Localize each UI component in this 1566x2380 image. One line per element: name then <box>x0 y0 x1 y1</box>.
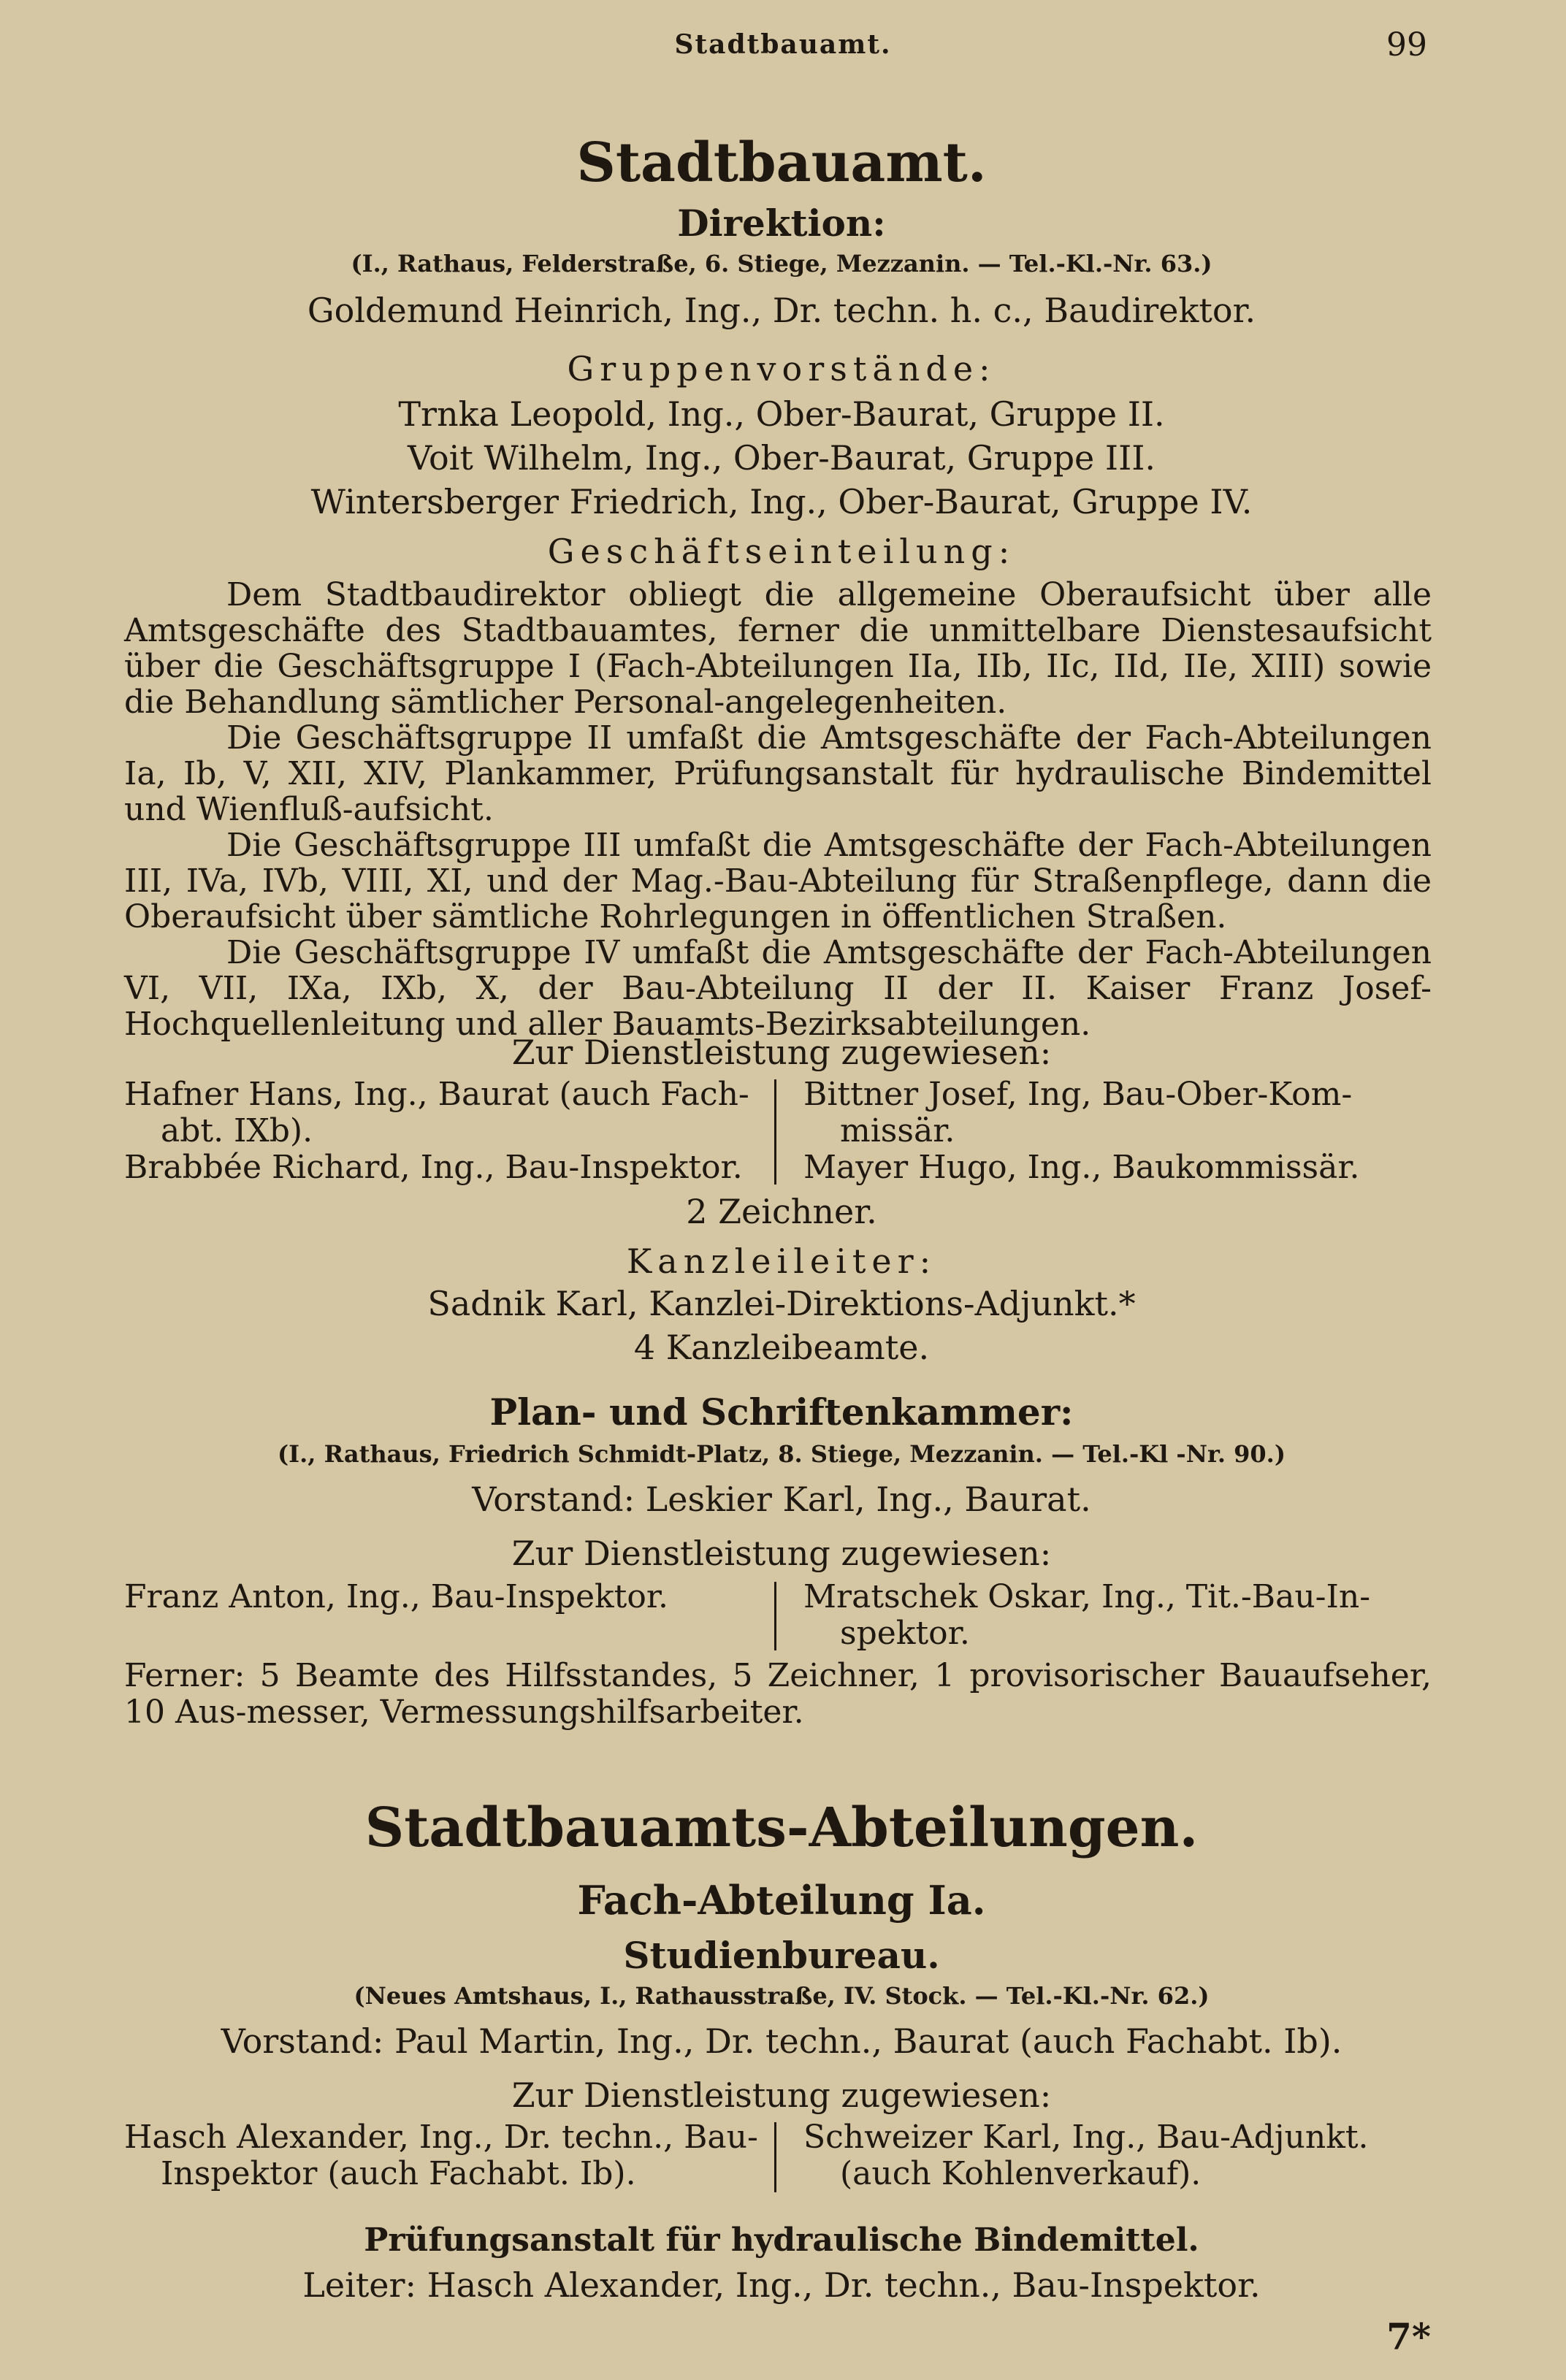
kanzleileiter-heading: Kanzleileiter: <box>626 1241 937 1281</box>
list-item: Schweizer Karl, Ing., Bau-Adjunkt. (auch Kohlenverkauf). <box>803 2119 1369 2192</box>
plankammer-address: (I., Rathaus, Friedrich Schmidt-Platz, 8. Stiege, Mezzanin. — Tel.-Kl -Nr. 90.) <box>278 1440 1286 1468</box>
list-item: Hafner Hans, Ing., Baurat (auch Fach-abt. IXb). <box>124 1076 749 1149</box>
pruefungsanstalt-leiter: Leiter: Hasch Alexander, Ing., Dr. techn., Bau-Inspektor. <box>302 2265 1261 2305</box>
list-item: Mayer Hugo, Ing., Baukommissär. <box>803 1149 1360 1186</box>
running-title: Stadtbauamt. <box>674 29 892 60</box>
zeichner-count: 2 Zeichner. <box>686 1192 877 1231</box>
gruppe-ii: Trnka Leopold, Ing., Ober-Baurat, Gruppe II. <box>398 394 1165 434</box>
kanzleileiter: Sadnik Karl, Kanzlei-Direktions-Adjunkt.* <box>427 1284 1136 1323</box>
paragraph: Die Geschäftsgruppe II umfaßt die Amtsgeschäfte der Fach-Abteilungen Ia, Ib, V, XII, XIV, Plankammer, Prüfungsanstalt für hydraulische Bindemittel und Wienfluß-aufsicht. <box>124 719 1432 828</box>
paragraph: Dem Stadtbaudirektor obliegt die allgemeine Oberaufsicht über alle Amtsgeschäfte des Stadtbauamtes, ferner die unmittelbare Dienstesaufsicht über die Geschäftsgruppe I (Fach-Abteilungen IIa, IIb, IIc, IId, IIe, XIII) sowie die Behandlung sämtlicher Personal-angelegenheiten. <box>124 576 1432 721</box>
assigned-right-column <box>803 1076 1432 1186</box>
pruefungsanstalt-heading: Prüfungsanstalt für hydraulische Bindemittel. <box>364 2222 1199 2259</box>
section-title-stadtbauamt: Stadtbauamt. <box>576 131 987 194</box>
column-divider <box>774 1079 776 1185</box>
gruppen-heading: Gruppenvorstände: <box>567 349 996 389</box>
assigned-left-column <box>124 1076 767 1186</box>
geschaeftseinteilung-heading: Geschäftseinteilung: <box>547 532 1016 571</box>
list-item: Bittner Josef, Ing, Bau-Ober-Kom-missär. <box>803 1076 1353 1149</box>
gruppe-iii: Voit Wilhelm, Ing., Ober-Baurat, Gruppe III. <box>407 438 1156 478</box>
studienbureau-right-column <box>803 2119 1432 2192</box>
list-item: Franz Anton, Ing., Bau-Inspektor. <box>124 1578 669 1615</box>
plankammer-left-column <box>124 1579 767 1615</box>
list-item: Mratschek Oskar, Ing., Tit.-Bau-In-spektor. <box>803 1578 1371 1652</box>
studienbureau-vorstand: Vorstand: Paul Martin, Ing., Dr. techn., Baurat (auch Fachabt. Ib). <box>221 2021 1342 2061</box>
plankammer-zur-heading: Zur Dienstleistung zugewiesen: <box>511 1534 1052 1573</box>
geschaeftseinteilung-text <box>124 577 1432 1042</box>
kanzleibeamte-count: 4 Kanzleibeamte. <box>633 1328 930 1367</box>
gruppe-iv: Wintersberger Friedrich, Ing., Ober-Baurat, Gruppe IV. <box>310 482 1253 521</box>
studienbureau-address: (Neues Amtshaus, I., Rathausstraße, IV. Stock. — Tel.-Kl.-Nr. 62.) <box>354 1982 1210 2010</box>
studienbureau-zur-heading: Zur Dienstleistung zugewiesen: <box>511 2075 1052 2115</box>
section-title-abteilungen: Stadtbauamts-Abteilungen. <box>364 1797 1199 1859</box>
list-item: Hasch Alexander, Ing., Dr. techn., Bau-Inspektor (auch Fachabt. Ib). <box>124 2119 758 2192</box>
plankammer-vorstand: Vorstand: Leskier Karl, Ing., Baurat. <box>472 1480 1091 1519</box>
studienbureau-left-column <box>124 2119 767 2192</box>
plankammer-right-column <box>803 1579 1432 1652</box>
fach-abteilung-heading: Fach-Abteilung Ia. <box>577 1877 986 1924</box>
list-item: Brabbée Richard, Ing., Bau-Inspektor. <box>124 1149 743 1186</box>
direktion-heading: Direktion: <box>677 202 886 245</box>
plankammer-heading: Plan- und Schriftenkammer: <box>489 1390 1074 1434</box>
signature-mark: 7* <box>1386 2315 1431 2358</box>
paragraph: Die Geschäftsgruppe IV umfaßt die Amtsgeschäfte der Fach-Abteilungen VI, VII, IXa, IXb, X, der Bau-Abteilung II der II. Kaiser Franz Josef-Hochquellenleitung und aller Bauamts-Bezirksabteilungen. <box>124 934 1432 1043</box>
baudirektor: Goldemund Heinrich, Ing., Dr. techn. h. c., Baudirektor. <box>307 291 1256 330</box>
direktion-address: (I., Rathaus, Felderstraße, 6. Stiege, Mezzanin. — Tel.-Kl.-Nr. 63.) <box>351 250 1212 278</box>
studienbureau-heading: Studienbureau. <box>623 1934 940 1977</box>
column-divider <box>774 2122 776 2192</box>
plankammer-ferner <box>124 1658 1432 1731</box>
ferner-text: Ferner: 5 Beamte des Hilfsstandes, 5 Zeichner, 1 provisorischer Bauaufseher, 10 Aus-messer, Vermessungshilfsarbeiter. <box>124 1657 1432 1731</box>
page-number: 99 <box>1386 26 1427 64</box>
paragraph: Die Geschäftsgruppe III umfaßt die Amtsgeschäfte der Fach-Abteilungen III, IVa, IVb, VIII, XI, und der Mag.-Bau-Abteilung für Straßenpflege, dann die Oberaufsicht über sämtliche Rohrlegungen in öffentlichen Straßen. <box>124 827 1432 935</box>
column-divider <box>774 1582 776 1650</box>
zur-dienstleistung-heading: Zur Dienstleistung zugewiesen: <box>511 1033 1052 1072</box>
